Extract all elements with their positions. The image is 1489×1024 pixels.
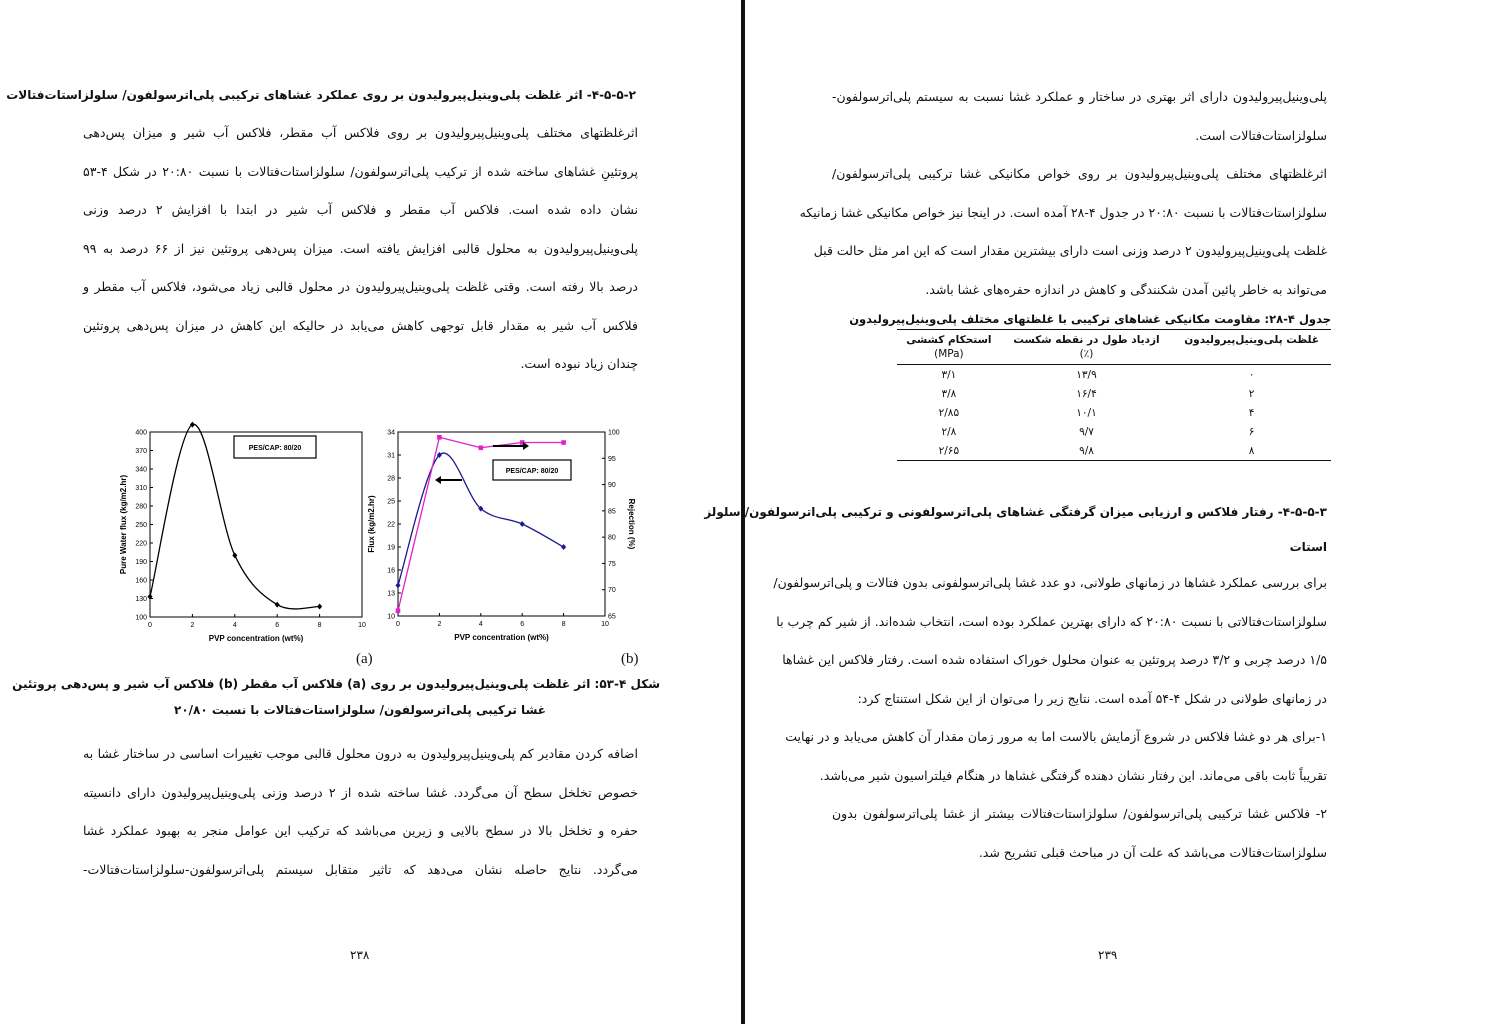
list-item-2 (832, 795, 1327, 872)
legend-text: PES/CAP: 80/20 (248, 445, 302, 452)
data-point (396, 582, 401, 588)
text-line: سلولزاستات‌فتالات است. (1195, 127, 1327, 143)
y-tick-label: 31 (387, 452, 395, 460)
text-line: چندان زیاد نبوده است. (520, 356, 638, 371)
y-tick-label: 13 (387, 590, 395, 598)
text-line: اثرغلظتهای مختلف پلی‌وینیل‌پیرولیدون بر روی خواص مکانیکی غشا ترکیبی پلی‌اترسولفون/ (832, 166, 1327, 181)
table-row (897, 441, 1331, 461)
y-tick-label: 370 (135, 448, 147, 455)
x-tick-label: 8 (561, 621, 566, 628)
table-cell: ۴ (1248, 406, 1255, 419)
table-cell: ۱۰/۱ (1076, 406, 1097, 419)
x-tick-label: 6 (520, 621, 525, 628)
page-number-right: ۲۳۹ (1098, 948, 1118, 962)
table-cell: ۲/۶۵ (897, 441, 1001, 461)
x-tick-label: 0 (148, 622, 152, 629)
mechanical-strength-table (897, 329, 1331, 461)
table-cell: ۹/۷ (1079, 425, 1094, 438)
text-line: ۱/۵ درصد چربی و ۳/۲ درصد پروتئین به عنوان محلول خوراک استفاده شده است. رفتار فلاکس این غشاها (782, 652, 1327, 667)
data-point (561, 440, 566, 445)
left-page (0, 0, 741, 1024)
y-tick-label: 280 (135, 503, 147, 511)
text-line: در زمانهای طولانی در شکل ۴-۵۴ آمده است. نتایج زیر را می‌توان از این شکل استنتاج کرد: (857, 690, 1327, 706)
x-tick-label: 8 (317, 622, 322, 629)
y-tick-label: 250 (135, 522, 147, 529)
text-line: سلولزاستات‌فتالاتی با نسبت ۲۰:۸۰ که دارای بهترین عملکرد بوده است، انتخاب شده‌اند. از شیر کم چرب با (776, 613, 1327, 629)
y-tick-label: 100 (135, 614, 147, 622)
right-page (704, 0, 1489, 1024)
table-cell: ۲ (1248, 387, 1255, 400)
text-line: ۱-برای هر دو غشا فلاکس در شروع آزمایش بالاست اما به مرور زمان مقدار آن کاهش می‌یابد و در نهایت (785, 729, 1327, 744)
x-tick-label: 10 (601, 621, 609, 628)
x-tick-label: 2 (190, 622, 195, 629)
y-tick-label: 160 (135, 577, 147, 585)
table-4-28 (849, 312, 1331, 461)
text-line: می‌گردد. نتایج حاصله نشان می‌دهد که تاثیر متقابل سیستم پلی‌اترسولفون-سلولزاستات‌فتالات- (83, 861, 638, 877)
text-line: پروتئینِ غشاهای ساخته شده از ترکیب پلی‌اترسولفون/ سلولزاستات‌فتالات با نسبت ۲۰:۸۰ در شکل ۴-۵۳ (83, 163, 638, 179)
section-heading-4-5-5-3: ۴-۵-۵-۳- رفتار فلاکس و ارزیابی میزان گرفتگی غشاهای پلی‌اترسولفونی و ترکیبی پلی‌اترسولفون/ سلولز (704, 505, 1327, 519)
table-row (897, 403, 1331, 422)
y-tick-label: 16 (387, 567, 395, 575)
right-paragraph-1 (832, 78, 1327, 155)
text-line: می‌تواند به خاطر پائین آمدن شکنندگی و کاهش در اندازه حفره‌های غشا باشد. (925, 281, 1327, 297)
table-header: ازدیاد طول در نقطه شکست (1001, 330, 1173, 349)
y-axis-label: Pure Water flux (kg/m2.hr) (119, 474, 128, 575)
chart-b-flux-rejection (365, 418, 655, 655)
figure-label-a: (a) (356, 651, 373, 667)
table-cell: ۲/۸۵ (938, 406, 960, 419)
text-line: خصوص تخلخل سطح آن می‌گردد. غشا ساخته شده از ۲ درصد وزنی پلی‌وینیل‌پیرولیدون دارای دانسیته (83, 784, 639, 800)
y2-tick-label: 100 (608, 429, 620, 437)
table-header: استحکام کششی (897, 330, 1001, 349)
data-point (396, 608, 401, 613)
x-tick-label: 4 (478, 621, 483, 628)
table-cell: ۹/۸ (1001, 441, 1173, 461)
text-line: تقریباً ثابت باقی می‌ماند. این رفتار نشان دهنده گرفتگی غشاها در هنگام فیلتراسیون شیر می‌باشد. (819, 767, 1327, 783)
text-line: فلاکس آب شیر به مقدار قابل توجهی کاهش می‌یابد در حالیکه این کاهش در میزان پس‌دهی پروتئین (83, 317, 638, 333)
y2-tick-label: 75 (608, 560, 616, 568)
chart-a-pure-water-flux (112, 420, 372, 655)
figure-caption (12, 671, 660, 723)
x-tick-label: 10 (358, 622, 366, 629)
table-row (897, 384, 1331, 403)
table-unit: (MPa) (897, 348, 1001, 365)
right-paragraph-3 (773, 564, 1327, 718)
caption-line-2: غشا ترکیبی پلی‌اترسولفون/ سلولزاستات‌فتالات با نسبت ۲۰/۸۰ (174, 703, 546, 717)
y-tick-label: 22 (387, 521, 395, 529)
data-point (232, 552, 237, 558)
text-line: سلولزاستات‌فتالات می‌باشد که علت آن در مباحث قبلی تشریح شد. (978, 844, 1327, 860)
table-cell: ۳/۸ (941, 387, 957, 400)
y-tick-label: 340 (135, 466, 147, 474)
text-line: پلی‌وینیل‌پیرولیدون دارای اثر بهتری در ساختار و عملکرد غشا نسبت به سیستم پلی‌اترسولفون- (832, 89, 1327, 104)
chart-a-svg (112, 420, 372, 655)
table-header: غلظت پلی‌وینیل‌پیرولیدون (1172, 330, 1331, 349)
y-tick-label: 310 (135, 485, 147, 492)
right-paragraph-2 (799, 155, 1327, 309)
axis-arrow-head (523, 442, 529, 450)
list-item-1 (785, 718, 1327, 795)
data-point (479, 445, 484, 450)
table-unit: (٪) (1001, 348, 1173, 365)
y-tick-label: 400 (135, 429, 147, 437)
y-tick-label: 10 (387, 613, 395, 621)
text-line: برای بررسی عملکرد غشاها در زمانهای طولانی، دو عدد غشا پلی‌اترسولفونی بدون فتالات و پلی‌اترسولفون/ (773, 575, 1327, 590)
table-cell: ۸ (1172, 441, 1331, 461)
section-heading-continued: استات (1289, 540, 1327, 554)
y2-tick-label: 80 (608, 534, 616, 542)
table-row (897, 422, 1331, 441)
data-point (561, 544, 566, 550)
x-tick-label: 4 (232, 622, 237, 629)
left-paragraph-2 (83, 735, 638, 889)
table-cell: ۲/۸ (941, 425, 957, 438)
table-cell: ۱۶/۴ (1076, 387, 1097, 400)
y-tick-label: 130 (135, 596, 147, 603)
y-tick-label: 19 (387, 544, 395, 552)
left-paragraph-1 (83, 114, 638, 384)
text-line: غلظت پلی‌وینیل‌پیرولیدون ۲ درصد وزنی است دارای بیشترین مقدار است که این امر مثل حالت قبل (813, 243, 1327, 258)
text-line: درصد بالا رفته است. وقتی غلظت پلی‌وینیل‌پیرولیدون در محلول قالبی زیاد می‌شود، فلاکس آب مقطر و (83, 279, 638, 294)
table-cell: ۳/۱ (941, 368, 957, 381)
chart-b-svg (365, 418, 655, 655)
data-point (437, 435, 442, 440)
y-tick-label: 25 (387, 498, 395, 506)
y-axis-label: Flux (kg/m2.hr) (367, 495, 376, 553)
data-point (317, 604, 322, 610)
text-line: حفره و تخلخل بالا در سطح بالایی و زیرین می‌باشد که ترکیب این عوامل منجر به بهبود عملکرد غشا (83, 823, 638, 838)
x-axis-label: PVP concentration (wt%) (208, 634, 304, 643)
text-line: پلی‌وینیل‌پیرولیدون به محلول قالبی افزایش یافته است. میزان پس‌دهی پروتئین نیز از ۶۶ درصد به ۹۹ (83, 240, 638, 256)
table-caption: جدول ۴-۲۸: مقاومت مکانیکی غشاهای ترکیبی با غلظتهای مختلف پلی‌وینیل‌پیرولیدون (849, 312, 1331, 326)
text-line: ۲- فلاکس غشا ترکیبی پلی‌اترسولفون/ سلولزاستات‌فتالات بیشتر از غشا پلی‌اترسولفون بدون (832, 806, 1327, 821)
y2-tick-label: 90 (608, 482, 616, 490)
y2-tick-label: 85 (608, 508, 616, 516)
data-point (275, 602, 280, 608)
x-axis-label: PVP concentration (wt%) (454, 633, 549, 642)
legend-text: PES/CAP: 80/20 (505, 468, 559, 475)
x-tick-label: 0 (396, 621, 400, 628)
x-tick-label: 6 (275, 622, 280, 629)
text-line: سلولزاستات‌فتالات با نسبت ۲۰:۸۰ در جدول ۴-۲۸ آمده است. در اینجا نیز خواص مکانیکی غشا زمانیکه (799, 204, 1327, 220)
y-tick-label: 190 (135, 559, 147, 566)
y2-axis-label: Rejection (%) (627, 498, 636, 550)
table-cell: ۰ (1248, 368, 1255, 381)
y-tick-label: 28 (387, 475, 395, 483)
plot-frame (150, 432, 362, 617)
table-unit (1172, 348, 1331, 365)
y2-tick-label: 65 (608, 613, 616, 621)
x-tick-label: 2 (437, 621, 442, 628)
page-number-left: ۲۳۸ (350, 948, 370, 962)
y2-tick-label: 95 (608, 455, 616, 463)
y-tick-label: 220 (135, 540, 147, 548)
y-tick-label: 34 (387, 429, 395, 437)
caption-line-1: شکل ۴-۵۳: اثر غلظت پلی‌وینیل‌پیرولیدون بر روی (a) فلاکس آب مقطر (b) فلاکس آب شیر و پس‌دهی پروتئین (12, 677, 660, 691)
section-heading-4-5-5-2: ۴-۵-۵-۲- اثر غلظت پلی‌وینیل‌پیرولیدون بر روی عملکرد غشاهای ترکیبی پلی‌اترسولفون/ سلولزاستات‌فتالات (6, 88, 636, 102)
data-point (520, 521, 525, 527)
table-cell: ۶ (1248, 425, 1255, 438)
text-line: اضافه کردن مقادیر کم پلی‌وینیل‌پیرولیدون به درون محلول قالبی موجب تغییرات اساسی در ساختار غشا به (83, 746, 638, 761)
table-row (897, 365, 1331, 385)
text-line: نشان داده شده است. فلاکس آب مقطر و فلاکس آب شیر در ابتدا با افزایش ۲ درصد وزنی (83, 202, 638, 217)
axis-arrow-head (435, 476, 441, 484)
text-line: اثرغلظتهای مختلف پلی‌وینیل‌پیرولیدون بر روی فلاکس آب مقطر، فلاکس آب شیر و میزان پس‌دهی (83, 125, 638, 140)
figure-label-b: (b) (621, 651, 639, 667)
table-cell: ۱۳/۹ (1076, 368, 1097, 381)
y2-tick-label: 70 (608, 587, 616, 595)
